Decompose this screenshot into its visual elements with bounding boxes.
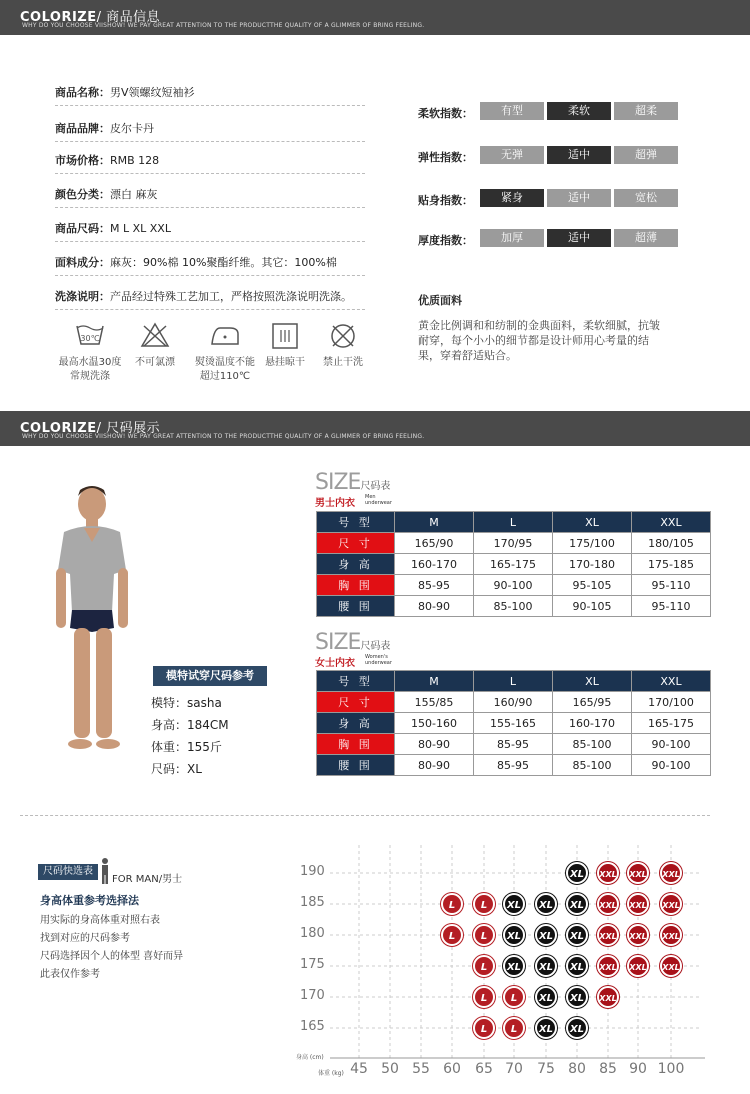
index-option: 柔软: [547, 102, 611, 120]
table-cell: 90-105: [553, 596, 632, 617]
women-underwear-cn: 女士内衣: [315, 658, 355, 669]
table-cell: 90-100: [474, 575, 553, 596]
size-point-xxl: XXL: [660, 955, 682, 977]
care-label: 悬挂晾干: [265, 357, 305, 368]
info-key: 颜色分类：: [55, 188, 110, 201]
index-option: 无弹: [480, 146, 544, 164]
size-word: SIZE: [315, 630, 361, 655]
index-option: 宽松: [614, 189, 678, 207]
index-option: 适中: [547, 146, 611, 164]
table-cell: 160-170: [553, 713, 632, 734]
index-option: 适中: [547, 229, 611, 247]
x-tick-label: 90: [629, 1061, 647, 1077]
size-point-xl: XL: [535, 986, 557, 1008]
index-option: 超弹: [614, 146, 678, 164]
banner-title-cn: / 商品信息: [96, 10, 161, 25]
fabric-line: 黄金比例调和和纺制的金典面料，柔软细腻，抗皱: [418, 319, 660, 332]
table-cell: 165-175: [474, 554, 553, 575]
size-point-xxl: XXL: [627, 924, 649, 946]
banner-title-en: COLORIZE: [20, 421, 97, 436]
table-header-cell: XXL: [632, 512, 711, 533]
info-value: M L XL XXL: [110, 222, 171, 235]
quick-title: 身高体重参考选择法: [40, 894, 139, 907]
size-point-xxl: XXL: [627, 862, 649, 884]
y-tick-label: 185: [300, 895, 325, 910]
table-header-cell: M: [395, 671, 474, 692]
table-cell: 80-90: [395, 596, 474, 617]
index-option: 有型: [480, 102, 544, 120]
table-cell: 170/100: [632, 692, 711, 713]
table-cell: 160/90: [474, 692, 553, 713]
size-point-xxl: XXL: [597, 862, 619, 884]
table-cell: 180/105: [632, 533, 711, 554]
table-cell: 95-110: [632, 596, 711, 617]
y-tick-label: 180: [300, 926, 325, 941]
table-header-cell: 号 型: [317, 512, 395, 533]
size-point-xl: XL: [535, 955, 557, 977]
x-tick-label: 55: [412, 1061, 430, 1077]
size-point-xl: XL: [535, 1017, 557, 1039]
size-point-xl: XL: [566, 893, 588, 915]
women-underwear-en: Women's underwear: [365, 654, 392, 666]
index-option: 紧身: [480, 189, 544, 207]
table-cell: 90-100: [632, 755, 711, 776]
x-tick-label: 85: [599, 1061, 617, 1077]
size-point-l: L: [473, 924, 495, 946]
table-cell: 175-185: [632, 554, 711, 575]
index-label: 弹性指数：: [418, 151, 473, 164]
size-point-xl: XL: [503, 893, 525, 915]
table-cell: 165/95: [553, 692, 632, 713]
care-label: 超过110℃: [199, 371, 251, 382]
info-value: 产品经过特殊工艺加工，严格按照洗涤说明洗涤。: [110, 290, 352, 303]
table-row-label: 腰 围: [317, 755, 395, 776]
banner-subtitle: WHY DO YOU CHOOSE VIISHOW! WE PAY GREAT ATTENTION TO THE PRODUCTTHE QUALITY OF A GLIMMER OF BRING FEELING.: [22, 22, 425, 29]
table-row-label: 尺 寸: [317, 533, 395, 554]
size-point-l: L: [441, 924, 463, 946]
table-cell: 95-105: [553, 575, 632, 596]
y-tick-label: 165: [300, 1019, 325, 1034]
size-point-xl: XL: [566, 1017, 588, 1039]
size-cn: 尺码表: [360, 641, 391, 652]
size-point-xl: XL: [503, 955, 525, 977]
men-underwear-en: Men underwear: [365, 494, 392, 506]
care-label: 最高水温30度: [58, 357, 122, 368]
table-cell: 150-160: [395, 713, 474, 734]
size-point-xxl: XXL: [597, 955, 619, 977]
banner-title-en: COLORIZE: [20, 10, 97, 25]
table-header-cell: XL: [553, 512, 632, 533]
info-value: 麻灰：90%棉 10%聚酯纤维。其它：100%棉: [110, 256, 337, 269]
table-row-label: 胸 围: [317, 734, 395, 755]
size-point-xl: XL: [503, 924, 525, 946]
x-axis-label: 体重 (kg): [318, 1070, 344, 1077]
quick-line: 找到对应的尺码参考: [40, 933, 130, 944]
size-point-l: L: [473, 1017, 495, 1039]
size-word: SIZE: [315, 470, 361, 495]
size-cn: 尺码表: [360, 481, 391, 492]
quick-size-tag: 尺码快选表: [38, 864, 98, 880]
table-header-cell: M: [395, 512, 474, 533]
y-tick-label: 190: [300, 864, 325, 879]
model-height: 身高：184CM: [151, 718, 229, 732]
info-value: 皮尔卡丹: [110, 122, 154, 135]
index-label: 柔软指数：: [418, 107, 473, 120]
x-tick-label: 50: [381, 1061, 399, 1077]
table-cell: 155/85: [395, 692, 474, 713]
table-cell: 165-175: [632, 713, 711, 734]
x-tick-label: 100: [657, 1061, 685, 1077]
table-cell: 85-95: [474, 734, 553, 755]
size-point-l: L: [473, 893, 495, 915]
table-cell: 170/95: [474, 533, 553, 554]
table-cell: 155-165: [474, 713, 553, 734]
size-point-xxl: XXL: [660, 893, 682, 915]
table-cell: 80-90: [395, 755, 474, 776]
table-cell: 85-95: [474, 755, 553, 776]
quick-line: 尺码选择因个人的体型 喜好而异: [40, 951, 184, 962]
table-row-label: 身 高: [317, 554, 395, 575]
table-cell: 85-100: [553, 734, 632, 755]
x-tick-label: 60: [443, 1061, 461, 1077]
banner-title-cn: / 尺码展示: [96, 421, 161, 436]
size-point-xl: XL: [566, 955, 588, 977]
x-tick-label: 70: [505, 1061, 523, 1077]
info-key: 面料成分：: [55, 256, 110, 269]
size-point-xl: XL: [535, 893, 557, 915]
for-man-label: FOR MAN/男士: [112, 874, 183, 885]
index-option: 适中: [547, 189, 611, 207]
table-header-cell: XL: [553, 671, 632, 692]
size-point-xl: XL: [535, 924, 557, 946]
model-size-reference-tag: 模特试穿尺码参考: [153, 666, 267, 686]
size-point-xxl: XXL: [627, 955, 649, 977]
size-point-xl: XL: [566, 924, 588, 946]
size-point-xxl: XXL: [597, 986, 619, 1008]
info-value: RMB 128: [110, 154, 160, 167]
banner-subtitle: WHY DO YOU CHOOSE VIISHOW! WE PAY GREAT ATTENTION TO THE PRODUCTTHE QUALITY OF A GLIMMER OF BRING FEELING.: [22, 433, 425, 440]
info-key: 商品品牌：: [55, 122, 110, 135]
table-row-label: 腰 围: [317, 596, 395, 617]
y-tick-label: 175: [300, 957, 325, 972]
size-point-l: L: [503, 1017, 525, 1039]
table-header-cell: L: [474, 671, 553, 692]
model-name: 模特：sasha: [151, 696, 222, 710]
size-point-xxl: XXL: [597, 924, 619, 946]
size-point-xl: XL: [566, 862, 588, 884]
index-option: 超柔: [614, 102, 678, 120]
table-cell: 95-110: [632, 575, 711, 596]
y-axis-label: 身高 (cm): [296, 1054, 324, 1061]
table-cell: 85-100: [474, 596, 553, 617]
quick-line: 此表仅作参考: [40, 969, 100, 980]
table-header-cell: XXL: [632, 671, 711, 692]
table-cell: 175/100: [553, 533, 632, 554]
index-label: 贴身指数：: [418, 194, 473, 207]
size-point-l: L: [473, 986, 495, 1008]
x-tick-label: 80: [568, 1061, 586, 1077]
size-point-xxl: XXL: [597, 893, 619, 915]
index-option: 加厚: [480, 229, 544, 247]
care-label: 常规洗涤: [70, 371, 110, 382]
men-underwear-cn: 男士内衣: [315, 498, 355, 509]
table-header-cell: L: [474, 512, 553, 533]
fabric-line: 果，穿着舒适贴合。: [418, 349, 517, 362]
info-key: 商品尺码：: [55, 222, 110, 235]
info-value: 男V领螺纹短袖衫: [110, 86, 195, 99]
table-cell: 85-95: [395, 575, 474, 596]
x-tick-label: 65: [475, 1061, 493, 1077]
size-point-xl: XL: [566, 986, 588, 1008]
model-weight: 体重：155斤: [151, 740, 222, 754]
table-cell: 170-180: [553, 554, 632, 575]
info-key: 市场价格：: [55, 154, 110, 167]
table-header-cell: 号 型: [317, 671, 395, 692]
table-cell: 90-100: [632, 734, 711, 755]
size-point-l: L: [441, 893, 463, 915]
x-tick-label: 75: [537, 1061, 555, 1077]
size-point-l: L: [503, 986, 525, 1008]
info-key: 商品名称：: [55, 86, 110, 99]
index-option: 超薄: [614, 229, 678, 247]
svg-text:30℃: 30℃: [80, 334, 100, 343]
table-row-label: 尺 寸: [317, 692, 395, 713]
size-point-xxl: XXL: [660, 924, 682, 946]
table-row-label: 身 高: [317, 713, 395, 734]
care-label: 熨烫温度不能: [195, 357, 255, 368]
info-key: 洗涤说明：: [55, 290, 110, 303]
y-tick-label: 170: [300, 988, 325, 1003]
fabric-line: 耐穿，每个小小的细节都是设计师用心考量的结: [418, 334, 649, 347]
size-point-xxl: XXL: [660, 862, 682, 884]
model-size: 尺码：XL: [151, 762, 202, 776]
quick-line: 用实际的身高体重对照右表: [40, 915, 160, 926]
index-label: 厚度指数：: [418, 234, 473, 247]
table-row-label: 胸 围: [317, 575, 395, 596]
care-label: 禁止干洗: [323, 357, 363, 368]
fabric-title: 优质面料: [418, 294, 462, 307]
size-point-l: L: [473, 955, 495, 977]
size-point-xxl: XXL: [627, 893, 649, 915]
table-cell: 165/90: [395, 533, 474, 554]
info-value: 漂白 麻灰: [110, 188, 158, 201]
table-cell: 160-170: [395, 554, 474, 575]
table-cell: 80-90: [395, 734, 474, 755]
x-tick-label: 45: [350, 1061, 368, 1077]
care-label: 不可氯漂: [135, 357, 175, 368]
table-cell: 85-100: [553, 755, 632, 776]
